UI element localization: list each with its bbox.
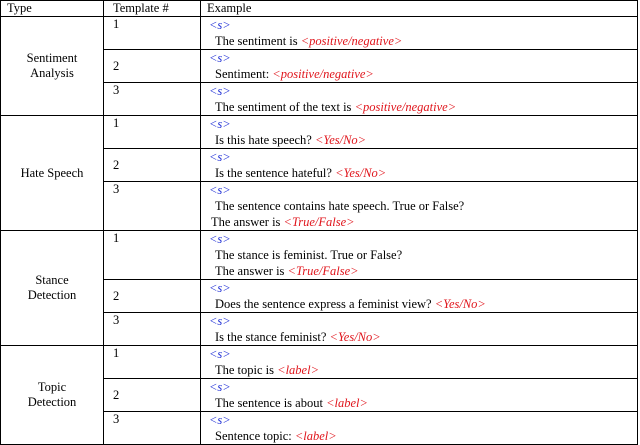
template-number: 3 (104, 412, 201, 445)
example-cell (201, 116, 638, 149)
example-cell (201, 280, 638, 313)
header-row (1, 1, 638, 17)
example-cell (201, 231, 638, 280)
task-type-cell (1, 346, 104, 445)
task-type-cell (1, 17, 104, 116)
template-number: 3 (104, 182, 201, 231)
task-type-label: Hate Speech (20, 165, 84, 180)
table-row (1, 346, 638, 379)
answer-label: <label> (277, 363, 320, 377)
example-prompt: The answer is (215, 264, 288, 278)
template-number: 1 (104, 231, 201, 280)
answer-label: <label> (294, 429, 337, 443)
example-prompt: The stance is feminist. True or False? (215, 248, 403, 262)
example-text (201, 132, 637, 148)
example-cell (201, 313, 638, 346)
table-row (1, 231, 638, 280)
example-text (201, 214, 637, 230)
template-number: 1 (104, 17, 201, 50)
task-type-label: Detection (27, 395, 77, 409)
table-body (1, 17, 638, 445)
header-template: Template # (104, 1, 201, 17)
template-number: 3 (104, 83, 201, 116)
template-number: 2 (104, 379, 201, 412)
template-number: 1 (104, 346, 201, 379)
example-text (201, 428, 637, 444)
template-number: 2 (104, 280, 201, 313)
start-token: <s> (209, 380, 231, 394)
start-token: <s> (209, 117, 231, 131)
template-number: 1 (104, 116, 201, 149)
answer-label: <label> (326, 396, 368, 410)
answer-label: <Yes/No> (314, 133, 367, 147)
example-text (201, 66, 637, 82)
example-text (201, 362, 637, 378)
example-prompt: Is the stance feminist? (215, 330, 330, 344)
start-token: <s> (209, 347, 231, 361)
header-example: Example (201, 1, 638, 17)
example-cell (201, 83, 638, 116)
example-cell (201, 379, 638, 412)
example-text (201, 263, 637, 279)
example-prompt: Is this hate speech? (215, 133, 315, 147)
start-token: <s> (209, 281, 231, 295)
task-type-label: Detection (27, 288, 77, 302)
answer-label: <positive/negative> (354, 100, 457, 114)
start-token: <s> (209, 413, 231, 427)
example-text (201, 329, 637, 345)
answer-label: <Yes/No> (434, 297, 486, 311)
start-token: <s> (209, 51, 231, 65)
example-prompt: Sentence topic: (215, 429, 295, 443)
start-token: <s> (209, 232, 231, 246)
example-prompt: The topic is (215, 363, 278, 377)
example-text (201, 395, 637, 411)
example-prompt: The sentence is about (215, 396, 327, 410)
example-prompt: The sentence contains hate speech. True or False? (215, 199, 465, 213)
example-cell (201, 50, 638, 83)
answer-label: <Yes/No> (335, 166, 387, 180)
example-text (201, 99, 637, 115)
answer-label: <Yes/No> (329, 330, 381, 344)
answer-label: <positive/negative> (300, 34, 403, 48)
example-prompt: The sentiment is (215, 34, 301, 48)
example-prompt: Is the sentence hateful? (215, 166, 336, 180)
example-prompt: Does the sentence express a feminist view? (215, 297, 435, 311)
example-text (201, 33, 637, 49)
task-type-cell (1, 116, 104, 231)
header-type: Type (1, 1, 104, 17)
example-cell (201, 17, 638, 50)
example-prompt: The answer is (211, 215, 284, 229)
example-cell (201, 346, 638, 379)
example-text (201, 247, 637, 263)
answer-label: <True/False> (287, 264, 359, 278)
start-token: <s> (209, 84, 231, 98)
start-token: <s> (209, 18, 231, 32)
table-row (1, 17, 638, 50)
template-number: 2 (104, 50, 201, 83)
start-token: <s> (209, 183, 231, 197)
example-text (201, 165, 637, 181)
example-text (201, 198, 637, 214)
example-cell (201, 182, 638, 231)
start-token: <s> (209, 150, 231, 164)
example-cell (201, 412, 638, 445)
start-token: <s> (209, 314, 231, 328)
template-number: 3 (104, 313, 201, 346)
template-number: 2 (104, 149, 201, 182)
task-type-label: Analysis (30, 66, 74, 80)
example-text (201, 296, 637, 312)
answer-label: <positive/negative> (272, 67, 374, 81)
example-prompt: Sentiment: (215, 67, 273, 81)
answer-label: <True/False> (283, 215, 355, 229)
task-type-label: Stance (35, 273, 69, 287)
example-cell (201, 149, 638, 182)
task-type-cell (1, 231, 104, 346)
task-type-label: Topic (37, 380, 67, 394)
task-type-label: Sentiment (26, 51, 78, 65)
example-prompt: The sentiment of the text is (215, 100, 355, 114)
table-row (1, 116, 638, 149)
